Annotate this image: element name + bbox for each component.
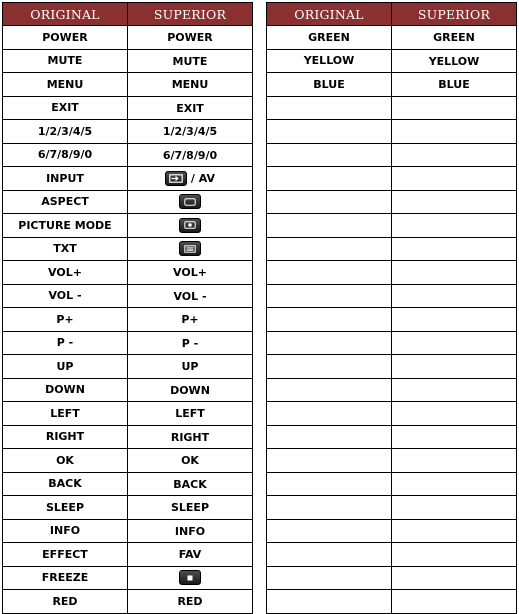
cell-superior xyxy=(392,519,517,543)
table-row xyxy=(3,449,253,473)
superior-key-label: P+ xyxy=(181,313,199,326)
cell-original xyxy=(3,472,128,496)
superior-key xyxy=(181,454,199,467)
original-key-label: TXT xyxy=(53,242,77,256)
table-row xyxy=(267,261,517,285)
cell-original xyxy=(3,449,128,473)
cell-original xyxy=(267,26,392,50)
cell-superior xyxy=(392,214,517,238)
superior-key xyxy=(179,218,201,233)
table-row xyxy=(267,167,517,191)
cell-original xyxy=(267,261,392,285)
cell-superior xyxy=(128,543,253,567)
original-key-label: LEFT xyxy=(50,406,80,420)
cell-superior xyxy=(128,261,253,285)
table-row xyxy=(3,355,253,379)
cell-superior xyxy=(392,167,517,191)
original-key-label: RIGHT xyxy=(45,430,85,444)
cell-original xyxy=(3,120,128,144)
cell-original xyxy=(267,96,392,120)
table-row xyxy=(3,190,253,214)
cell-superior xyxy=(392,402,517,426)
original-key-label: OK xyxy=(56,453,74,467)
cell-original xyxy=(3,519,128,543)
cell-original xyxy=(267,284,392,308)
cell-original xyxy=(3,261,128,285)
superior-key xyxy=(179,241,201,256)
original-key-label: INFO xyxy=(49,524,81,538)
key-mapping-table-right xyxy=(266,2,517,614)
cell-original xyxy=(3,237,128,261)
key-mapping-table-left xyxy=(2,2,253,614)
table-row xyxy=(267,425,517,449)
table-row xyxy=(267,378,517,402)
teletext-icon xyxy=(179,241,201,256)
superior-key-label: BACK xyxy=(173,477,207,491)
cell-original xyxy=(267,378,392,402)
superior-key xyxy=(172,78,209,91)
original-key-label: RED xyxy=(52,594,78,608)
cell-superior xyxy=(128,331,253,355)
original-key-label: P+ xyxy=(56,312,74,326)
cell-superior xyxy=(128,378,253,402)
superior-key xyxy=(433,31,475,44)
table-row xyxy=(3,472,253,496)
original-key-label: UP xyxy=(56,359,74,373)
superior-key-label: UP xyxy=(181,360,199,373)
superior-key xyxy=(429,55,480,68)
superior-key xyxy=(179,194,201,209)
cell-superior xyxy=(392,190,517,214)
original-key-label: INPUT xyxy=(46,171,84,185)
cell-superior xyxy=(128,120,253,144)
cell-superior xyxy=(128,472,253,496)
original-key-label: FREEZE xyxy=(41,571,89,585)
original-key-label: 1/2/3/4/5 xyxy=(37,124,93,138)
original-key-label: 6/7/8/9/0 xyxy=(37,148,93,162)
table-row xyxy=(3,120,253,144)
superior-key xyxy=(182,360,199,373)
header-superior: SUPERIOR xyxy=(392,3,517,26)
cell-original xyxy=(3,73,128,97)
cell-original xyxy=(267,566,392,590)
superior-key xyxy=(176,102,204,115)
cell-original xyxy=(267,190,392,214)
superior-key xyxy=(163,149,217,162)
table-row xyxy=(3,214,253,238)
table-row xyxy=(267,143,517,167)
cell-superior xyxy=(392,284,517,308)
cell-superior xyxy=(392,355,517,379)
cell-original xyxy=(267,472,392,496)
table-row xyxy=(267,284,517,308)
cell-superior xyxy=(392,378,517,402)
table-row xyxy=(267,49,517,73)
original-key-label: ASPECT xyxy=(41,195,89,209)
cell-superior xyxy=(392,566,517,590)
table-row xyxy=(267,237,517,261)
original-key-label: PICTURE MODE xyxy=(18,218,112,232)
superior-key xyxy=(165,171,215,186)
header-original: ORIGINAL xyxy=(267,3,392,26)
cell-original xyxy=(3,143,128,167)
superior-key xyxy=(175,407,205,420)
cell-superior xyxy=(128,49,253,73)
cell-superior xyxy=(392,472,517,496)
cell-original xyxy=(3,190,128,214)
header-row xyxy=(267,3,517,26)
cell-original xyxy=(267,355,392,379)
cell-original xyxy=(267,143,392,167)
table-row xyxy=(267,331,517,355)
superior-key xyxy=(179,548,202,561)
superior-key xyxy=(173,55,208,68)
table-row xyxy=(3,331,253,355)
cell-superior xyxy=(128,143,253,167)
cell-original xyxy=(267,49,392,73)
superior-key-label: MUTE xyxy=(172,54,208,68)
cell-original xyxy=(267,73,392,97)
original-key-label: POWER xyxy=(42,30,88,44)
cell-original xyxy=(3,49,128,73)
header-superior: SUPERIOR xyxy=(128,3,253,26)
cell-superior xyxy=(128,308,253,332)
cell-original xyxy=(267,496,392,520)
superior-key xyxy=(173,478,207,491)
cell-superior xyxy=(128,355,253,379)
superior-key-label: POWER xyxy=(167,31,213,44)
cell-superior xyxy=(392,237,517,261)
superior-key-label: GREEN xyxy=(433,31,475,44)
cell-original xyxy=(3,590,128,614)
cell-superior xyxy=(128,237,253,261)
cell-superior xyxy=(128,284,253,308)
superior-key xyxy=(438,78,469,91)
cell-original xyxy=(3,566,128,590)
cell-superior xyxy=(392,331,517,355)
table-row xyxy=(3,96,253,120)
cell-superior xyxy=(392,425,517,449)
table-row xyxy=(267,449,517,473)
original-key-label: GREEN xyxy=(308,30,350,44)
cell-superior xyxy=(392,49,517,73)
cell-superior xyxy=(392,120,517,144)
superior-key-label: VOL+ xyxy=(173,266,207,279)
header-row xyxy=(3,3,253,26)
cell-superior xyxy=(128,214,253,238)
cell-superior xyxy=(392,590,517,614)
superior-key-label: EXIT xyxy=(176,101,204,115)
cell-original xyxy=(267,519,392,543)
superior-key-label: MENU xyxy=(171,78,209,91)
cell-original xyxy=(267,543,392,567)
cell-superior xyxy=(128,449,253,473)
cell-superior xyxy=(392,261,517,285)
cell-superior xyxy=(128,496,253,520)
table-row xyxy=(3,425,253,449)
header-original: ORIGINAL xyxy=(3,3,128,26)
superior-key-label: INFO xyxy=(174,524,206,538)
cell-original xyxy=(3,355,128,379)
picture-mode-icon xyxy=(179,218,201,233)
cell-original xyxy=(3,167,128,191)
cell-superior xyxy=(392,73,517,97)
table-row xyxy=(3,566,253,590)
original-key-label: VOL+ xyxy=(48,265,82,279)
original-key-label: MUTE xyxy=(47,54,83,68)
cell-superior xyxy=(392,96,517,120)
aspect-ratio-icon xyxy=(179,194,201,209)
cell-superior xyxy=(128,167,253,191)
superior-key-label: YELLOW xyxy=(428,54,480,68)
cell-original xyxy=(267,425,392,449)
superior-key xyxy=(181,313,198,326)
cell-original xyxy=(267,590,392,614)
table-row xyxy=(3,143,253,167)
superior-key-label: LEFT xyxy=(175,407,205,420)
original-key-label: P - xyxy=(56,336,74,350)
cell-superior xyxy=(392,543,517,567)
table-row xyxy=(3,402,253,426)
cell-superior xyxy=(128,73,253,97)
superior-key-label: RED xyxy=(177,595,203,608)
freeze-stop-icon xyxy=(179,570,201,585)
cell-superior xyxy=(128,190,253,214)
table-row xyxy=(3,590,253,614)
superior-key xyxy=(182,337,198,350)
superior-key xyxy=(171,501,209,514)
superior-key-label: 6/7/8/9/0 xyxy=(162,148,218,162)
superior-key xyxy=(175,525,205,538)
table-row xyxy=(267,73,517,97)
superior-key-label: DOWN xyxy=(170,383,210,397)
original-key-label: EXIT xyxy=(51,101,79,115)
original-key-label: MENU xyxy=(46,77,84,91)
table-row xyxy=(3,237,253,261)
table-row xyxy=(267,96,517,120)
superior-key xyxy=(173,266,207,279)
superior-key xyxy=(177,595,202,608)
original-key-label: BLUE xyxy=(313,77,345,91)
table-row xyxy=(3,49,253,73)
cell-superior xyxy=(392,26,517,50)
cell-superior xyxy=(392,308,517,332)
cell-original xyxy=(267,167,392,191)
table-row xyxy=(267,355,517,379)
cell-original xyxy=(3,308,128,332)
cell-original xyxy=(3,425,128,449)
cell-original xyxy=(267,214,392,238)
cell-original xyxy=(267,331,392,355)
table-row xyxy=(3,26,253,50)
cell-original xyxy=(3,96,128,120)
table-row xyxy=(267,590,517,614)
superior-key xyxy=(173,290,206,303)
table-row xyxy=(3,378,253,402)
table-row xyxy=(3,543,253,567)
original-key-label: YELLOW xyxy=(303,54,355,68)
cell-superior xyxy=(128,590,253,614)
table-row xyxy=(267,214,517,238)
original-key-label: EFFECT xyxy=(42,547,88,561)
cell-original xyxy=(3,214,128,238)
superior-key xyxy=(179,570,201,585)
table-row xyxy=(3,167,253,191)
cell-superior xyxy=(128,566,253,590)
cell-superior xyxy=(128,26,253,50)
table-row xyxy=(267,519,517,543)
table-row xyxy=(3,261,253,285)
cell-original xyxy=(3,26,128,50)
superior-key-label: OK xyxy=(181,454,199,467)
cell-original xyxy=(3,331,128,355)
table-row xyxy=(3,496,253,520)
cell-original xyxy=(3,496,128,520)
original-key-label: BACK xyxy=(48,477,82,491)
table-row xyxy=(3,519,253,543)
cell-superior xyxy=(392,449,517,473)
table-row xyxy=(267,472,517,496)
original-key-label: VOL - xyxy=(48,289,82,303)
table-row xyxy=(267,308,517,332)
superior-key-label: / AV xyxy=(190,171,216,185)
superior-key-label: RIGHT xyxy=(170,430,210,444)
input-source-icon xyxy=(165,171,187,186)
table-row xyxy=(267,543,517,567)
cell-original xyxy=(267,402,392,426)
table-row xyxy=(267,120,517,144)
table-row xyxy=(267,26,517,50)
cell-original xyxy=(3,284,128,308)
cell-original xyxy=(267,449,392,473)
cell-original xyxy=(3,402,128,426)
table-row xyxy=(267,566,517,590)
cell-superior xyxy=(128,425,253,449)
superior-key-label: 1/2/3/4/5 xyxy=(162,125,218,138)
table-row xyxy=(3,284,253,308)
original-key-label: DOWN xyxy=(45,383,85,397)
cell-original xyxy=(267,237,392,261)
cell-superior xyxy=(392,143,517,167)
cell-superior xyxy=(392,496,517,520)
table-row xyxy=(267,190,517,214)
superior-key-label: VOL - xyxy=(173,289,207,303)
superior-key xyxy=(171,431,209,444)
table-row xyxy=(3,73,253,97)
cell-original xyxy=(3,378,128,402)
superior-key-label: P - xyxy=(181,336,199,350)
table-row xyxy=(267,496,517,520)
cell-superior xyxy=(128,96,253,120)
superior-key xyxy=(163,125,217,138)
superior-key-label: SLEEP xyxy=(170,501,210,514)
cell-superior xyxy=(128,402,253,426)
table-row xyxy=(267,402,517,426)
original-key-label: SLEEP xyxy=(45,500,85,514)
superior-key-label: FAV xyxy=(178,548,202,561)
cell-superior xyxy=(128,519,253,543)
cell-original xyxy=(3,543,128,567)
table-row xyxy=(3,308,253,332)
superior-key-label: BLUE xyxy=(438,78,470,91)
cell-original xyxy=(267,308,392,332)
superior-key xyxy=(167,31,213,44)
superior-key xyxy=(170,384,210,397)
cell-original xyxy=(267,120,392,144)
